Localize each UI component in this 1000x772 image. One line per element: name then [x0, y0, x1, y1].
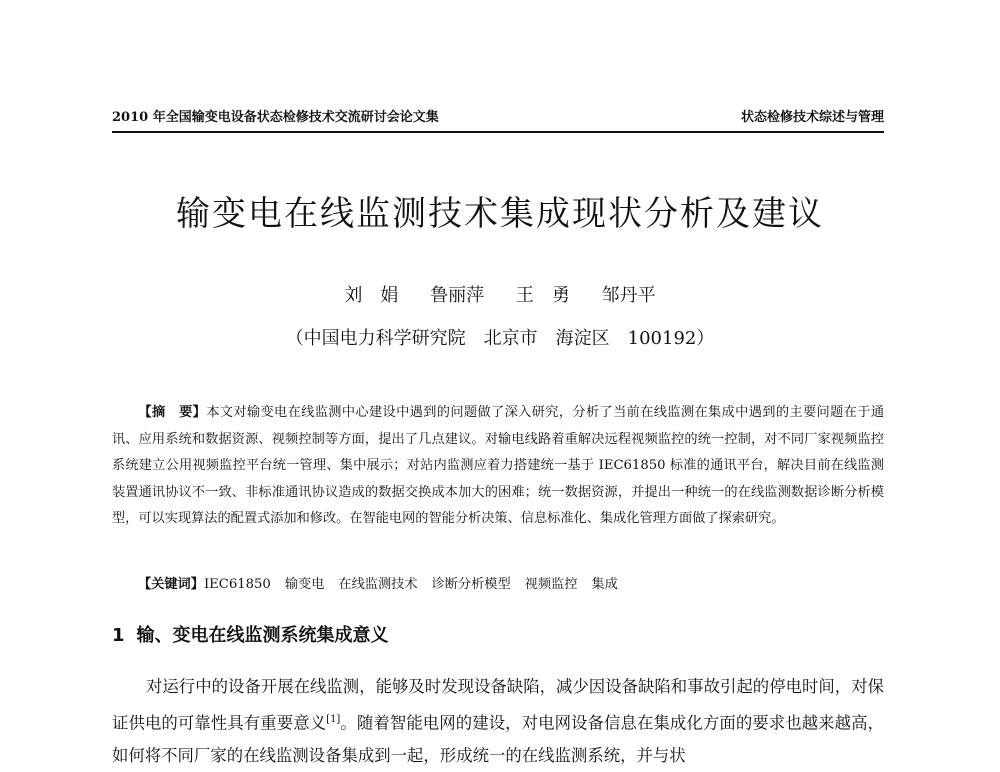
keyword: 输变电	[284, 577, 325, 592]
keywords-label: 【关键词】	[138, 577, 204, 592]
keyword: 集成	[591, 577, 618, 592]
section-number: 1	[112, 625, 125, 646]
body-paragraph	[112, 670, 884, 772]
header-section-title: 状态检修技术综述与管理	[740, 110, 884, 125]
author-name: 鲁丽萍	[430, 285, 485, 306]
author-name: 邹丹平	[601, 285, 656, 306]
abstract-text: 本文对输变电在线监测中心建设中遇到的问题做了深入研究，分析了当前在线监测在集成中遇到的主要问题在于通讯、应用系统和数据资源、视频控制等方面，提出了几点建议。对输电线路着重解决远程视频监控的统一控制，对不同厂家视频监控系统建立公用视频监控平台统一管理、集中展示；对站内监测应着力搭建统一基于 IEC61850 标准的通讯平台，解决目前在线监测装置通讯协议不一致、非标准通讯协议造成的数据交换成本加大的困难；统一数据资源，并提出一种统一的在线监测数据诊断分析模型，可以实现算法的配置式添加和修改。在智能电网的智能分析决策、信息标准化、集成化管理方面做了探索研究。	[112, 405, 885, 527]
author-list	[100, 283, 900, 309]
header-proceedings-title: 2010 年全国输变电设备状态检修技术交流研讨会论文集	[112, 110, 439, 125]
section-title: 输、变电在线监测系统集成意义	[136, 625, 389, 646]
keywords	[112, 573, 884, 597]
author-name: 刘 娟	[344, 285, 399, 306]
abstract	[112, 400, 884, 533]
keyword: 视频监控	[524, 577, 578, 592]
section-heading	[112, 622, 884, 650]
affiliation: （中国电力科学研究院 北京市 海淀区 100192）	[285, 328, 715, 349]
keyword: 诊断分析模型	[431, 577, 511, 592]
body-text-part2: 。随着智能电网的建设，对电网设备信息在集成化方面的要求也越来越高，如何将不同厂家的在线监测设备集成到一起，形成统一的在线监测系统，并与状	[112, 713, 885, 766]
abstract-label: 【摘 要】	[138, 405, 207, 420]
body-text-part1: 对运行中的设备开展在线监测，能够及时发现设备缺陷，减少因设备缺陷和事故引起的停电时间，对保证供电的可靠性具有重要意义	[112, 677, 884, 733]
paper-title: 输变电在线监测技术集成现状分析及建议	[176, 194, 824, 234]
keyword: IEC61850	[203, 577, 271, 592]
running-header	[112, 107, 884, 129]
header-rule	[112, 131, 884, 133]
keyword: 在线监测技术	[338, 577, 418, 592]
citation-ref[interactable]: [1]	[326, 714, 341, 725]
author-name: 王 勇	[515, 285, 570, 306]
